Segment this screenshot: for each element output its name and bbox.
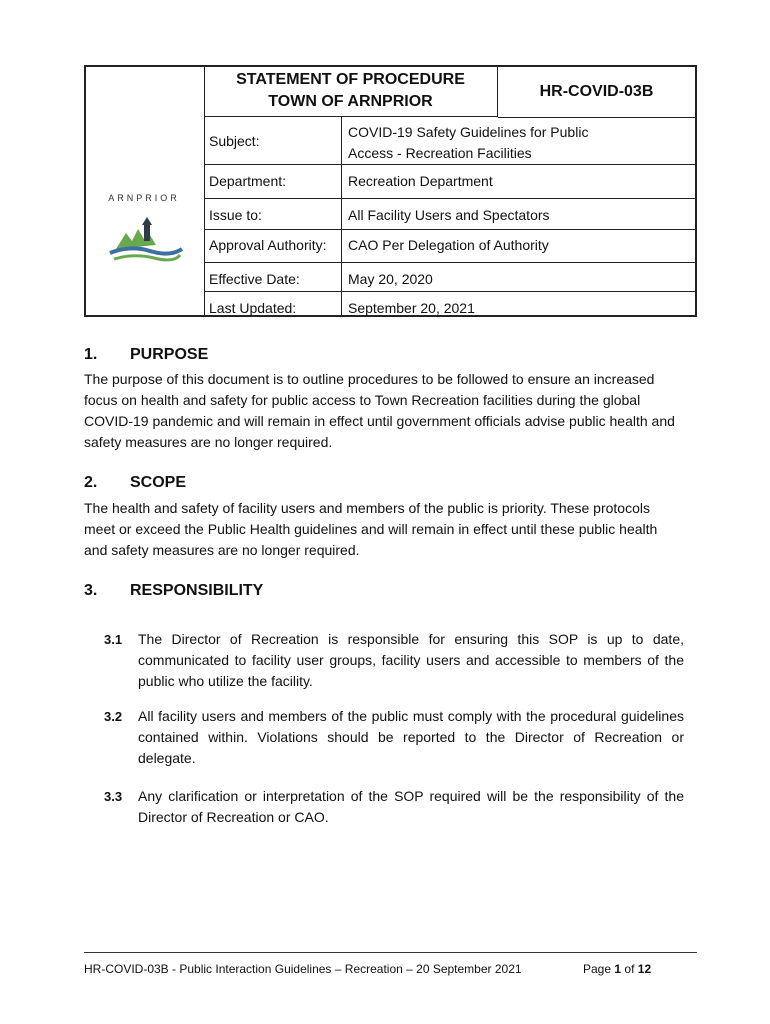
responsibility-item: 3.1 The Director of Recreation is responsible for ensuring this SOP is up to date, communicated to facility user groups, facility users and accessible to members of the public who utilize the facility. <box>104 631 684 689</box>
footer-divider <box>84 952 697 953</box>
scope-text: The health and safety of facility users and members of the public is priority. These protocols meet or exceed the Public Health guidelines and will remain in effect until these public health and safety measures are no longer required. <box>84 500 658 558</box>
row-approval-authority <box>204 229 695 263</box>
row-subject <box>204 117 695 165</box>
row-value: CAO Per Delegation of Authority <box>348 237 549 253</box>
section-heading-purpose: 1. PURPOSE <box>84 346 209 363</box>
row-issue-to <box>204 198 695 230</box>
row-department <box>204 164 695 199</box>
row-label: Approval Authority: <box>204 229 342 262</box>
row-label: Effective Date: <box>204 262 342 291</box>
row-value: COVID-19 Safety Guidelines for Public Access - Recreation Facilities <box>348 124 589 161</box>
doc-code: HR-COVID-03B <box>498 67 695 118</box>
header-table <box>84 65 697 317</box>
title-line-2: TOWN OF ARNPRIOR <box>268 93 433 110</box>
title-cell <box>204 67 498 117</box>
row-value: September 20, 2021 <box>348 300 475 316</box>
responsibility-item: 3.3 Any clarification or interpretation of the SOP required will be the responsibility of the Director of Recreation or CAO. <box>104 788 684 825</box>
row-value: Recreation Department <box>348 173 493 189</box>
row-value: All Facility Users and Spectators <box>348 207 550 223</box>
row-label: Issue to: <box>204 198 342 229</box>
row-effective-date <box>204 262 695 292</box>
row-label: Department: <box>204 164 342 198</box>
row-value: May 20, 2020 <box>348 271 433 287</box>
responsibility-item: 3.2 All facility users and members of the public must comply with the procedural guidelines contained within. Violations should be reported to the Director of Recreation or delegate. <box>104 708 684 766</box>
section-heading-responsibility: 3. RESPONSIBILITY <box>84 582 264 599</box>
row-last-updated <box>204 291 695 315</box>
logo-text: ARNPRIOR <box>108 193 180 203</box>
row-label: Last Updated: <box>204 291 342 315</box>
arnprior-logo-icon <box>104 215 184 275</box>
footer-doc-title: HR-COVID-03B - Public Interaction Guidelines – Recreation – 20 September 2021 <box>84 962 522 976</box>
title-line-1: STATEMENT OF PROCEDURE <box>236 71 465 88</box>
row-label: Subject: <box>204 117 342 164</box>
section-heading-scope: 2. SCOPE <box>84 474 187 491</box>
page-number: Page 1 of 12 <box>583 962 652 976</box>
logo-cell <box>86 67 205 315</box>
purpose-text: The purpose of this document is to outline procedures to be followed to ensure an increased focus on health and safety for public access to Town Recreation facilities during the global COVID-19 pandemic and will remain in effect until government officials advise public health and safety measures are no longer required. <box>84 371 675 450</box>
